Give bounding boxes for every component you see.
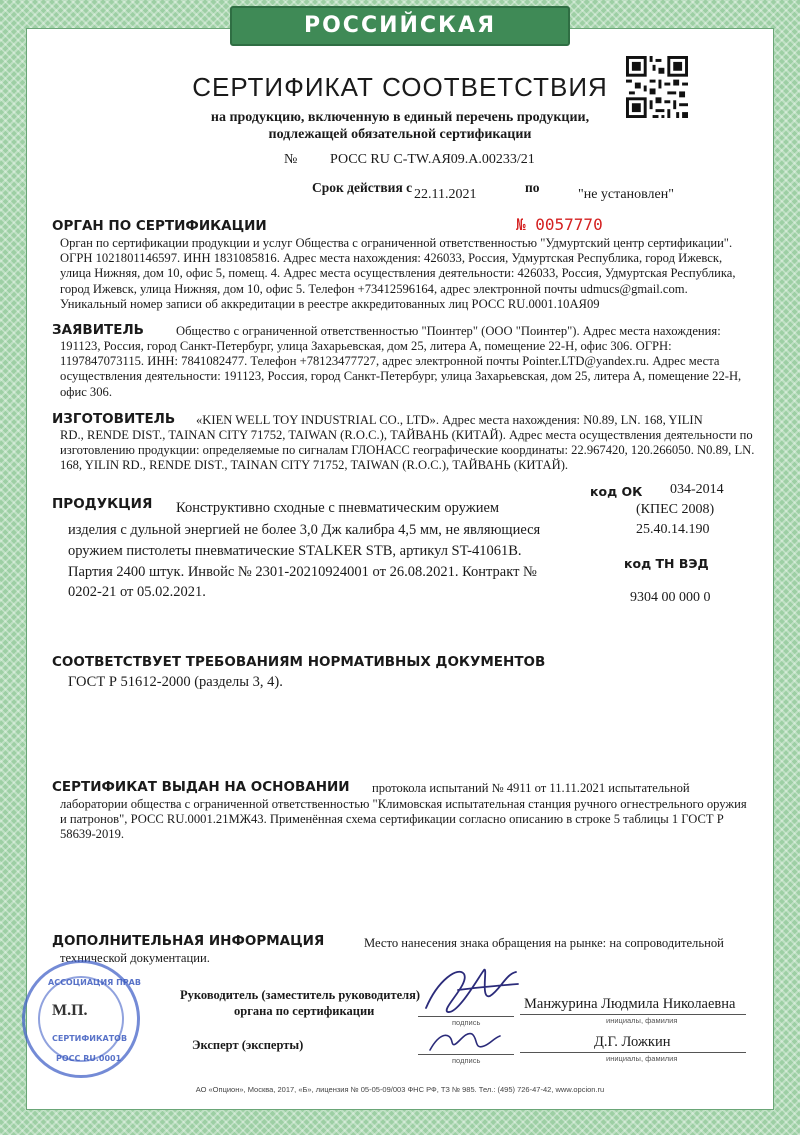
seal-text-mid: СЕРТИФИКАТОВ [52,1034,128,1043]
seal-text-top: АССОЦИАЦИЯ ПРАВ [48,978,141,987]
product-line-4: Партия 2400 штук. Инвойс № 2301-20210924001 от 26.08.2021. Контракт № [68,564,537,580]
head-label-line-2: органа по сертификации [234,1004,375,1018]
ok-code-value: 034-2014 [670,482,724,497]
additional-info-rest: технической документации. [60,951,210,965]
subtitle-line-1: на продукцию, включенную в единый перечень продукции, [210,110,590,125]
printer-imprint: АО «Опцион», Москва, 2017, «Б», лицензия № 05-05-09/003 ФНС РФ, ТЗ № 985. Тел.: (495) 726-47-42, www.opcion.ru [195,1085,605,1094]
valid-to-value: "не установлен" [578,187,674,202]
blank-serial-number: № 0057770 [516,215,603,234]
seal-text-bottom: РОСС RU.0001 [56,1054,122,1063]
basis-heading: СЕРТИФИКАТ ВЫДАН НА ОСНОВАНИИ [52,779,350,795]
applicant-text-first: Общество с ограниченной ответственностью "Поинтер" (ООО "Поинтер"). Адрес места нахождения: [176,324,721,338]
expert-signature-caption: подпись [452,1056,481,1065]
manufacturer-heading: ИЗГОТОВИТЕЛЬ [52,411,176,427]
seal-place-mark: М.П. [52,1002,88,1019]
head-label-line-1: Руководитель (заместитель руководителя) [180,988,421,1002]
product-line-1: Конструктивно сходные с пневматическим оружием [176,500,500,516]
expert-name-line [520,1052,746,1053]
expert-name: Д.Г. Ложкин [594,1034,671,1050]
manufacturer-text-first: «KIEN WELL TOY INDUSTRIAL CO., LTD». Адрес места нахождения: N0.89, LN. 168, YILIN [196,413,703,427]
valid-from-date: 22.11.2021 [414,187,477,202]
head-signature-line [418,1016,514,1017]
product-line-5: 0202-21 от 05.02.2021. [68,584,206,600]
expert-label: Эксперт (эксперты) [192,1038,304,1052]
conformity-heading: СООТВЕТСТВУЕТ ТРЕБОВАНИЯМ НОРМАТИВНЫХ ДОКУМЕНТОВ [52,654,546,670]
applicant-heading: ЗАЯВИТЕЛЬ [52,322,144,338]
conformity-standard: ГОСТ Р 51612-2000 (разделы 3, 4). [68,674,283,690]
organ-heading: ОРГАН ПО СЕРТИФИКАЦИИ [52,218,267,234]
head-name: Манжурина Людмила Николаевна [524,996,736,1012]
tn-ved-label: код ТН ВЭД [624,556,709,571]
valid-to-label: по [525,180,540,195]
product-line-2: изделия с дульной энергией не более 3,0 Дж калибра 4,5 мм, не являющиеся [68,522,541,538]
basis-text: лаборатории общества с ограниченной ответственностью "Климовская испытательная станция ручного огнестрельного оружия и патронов", РОСС RU.0001.21МЖ43. Применённая схема сертификации согласно описанию в строке 5 таблицы 1 ГОСТ Р 58639-2019. [60,797,747,842]
tn-ved-code: 9304 00 000 0 [630,590,711,605]
additional-info-first: Место нанесения знака обращения на рынке: на сопроводительной [364,936,724,950]
qr-code-icon [626,56,688,118]
head-signature-icon [418,960,526,1022]
head-signature-caption: подпись [452,1018,481,1027]
kpes-label: (КПЕС 2008) [636,502,715,517]
organ-text: Орган по сертификации продукции и услуг Общества с ограниченной ответственностью "Удмуртский центр сертификации". ОГРН 1021801146597. ИНН 1831085816. Адрес места нахождения: 426033, Россия, Удмуртская Республика, город Ижевск, улица Нижняя, дом 10, офис 5, помещ. 4. Адрес места осуществления деятельности: 426033, Россия, Удмуртская Республика, город Ижевск, улица Нижняя, дом 10, офис 5. Телефон +73412596164, адрес электронной почты udmucs@gmail.com. Уникальный номер записи об аккредитации в реестре аккредитованных лиц РОСС RU.0001.10АЯ09 [60,236,736,311]
manufacturer-text: RD., RENDE DIST., TAINAN CITY 71752, TAIWAN (R.O.C.), ТАЙВАНЬ (КИТАЙ). Адрес места осуществления деятельности по изготовлению продукции: определяемые по сигналам ГЛОНАСС географические координаты: 22.967420, 120.266050. N0.89, LN. 168, YILIN RD., RENDE DIST., TAINAN CITY 71752, TAIWAN (R.O.C.), ТАЙВАНЬ (КИТАЙ). [60,428,755,473]
additional-info-heading: ДОПОЛНИТЕЛЬНАЯ ИНФОРМАЦИЯ [52,933,325,949]
certificate-title: СЕРТИФИКАТ СООТВЕТСТВИЯ [192,72,608,102]
head-name-line [520,1014,746,1015]
country-banner: РОССИЙСКАЯ ФЕДЕРАЦИЯ [230,6,570,46]
expert-signature-line [418,1054,514,1055]
basis-text-first: протокола испытаний № 4911 от 11.11.2021 испытательной [372,781,690,795]
kpes-code: 25.40.14.190 [636,522,710,537]
expert-name-caption: инициалы, фамилия [606,1054,678,1063]
expert-signature-icon [424,1024,504,1058]
cert-number: РОСС RU C-TW.АЯ09.А.00233/21 [330,152,535,167]
ok-code-label: код ОК [590,484,643,499]
validity-label: Срок действия с [312,180,413,195]
cert-number-label: № [284,152,298,167]
subtitle-line-2: подлежащей обязательной сертификации [268,127,532,142]
product-line-3: оружием пистолеты пневматические STALKER STB, артикул ST-41061B. [68,543,522,559]
product-heading: ПРОДУКЦИЯ [52,496,153,512]
head-name-caption: инициалы, фамилия [606,1016,678,1025]
applicant-text: 191123, Россия, город Санкт-Петербург, улица Захарьевская, дом 25, литера А, помещение 22-Н, офис 306. ОГРН: 1197847073115. ИНН: 7841082477. Телефон +78123477727, адрес электронной почты Pointer.LTD@yandex.ru. Адрес места осуществления деятельности: 191123, Россия, город Санкт-Петербург, улица Захарьевская, дом 25, литера А, помещение 22-Н, офис 306. [60,339,742,399]
